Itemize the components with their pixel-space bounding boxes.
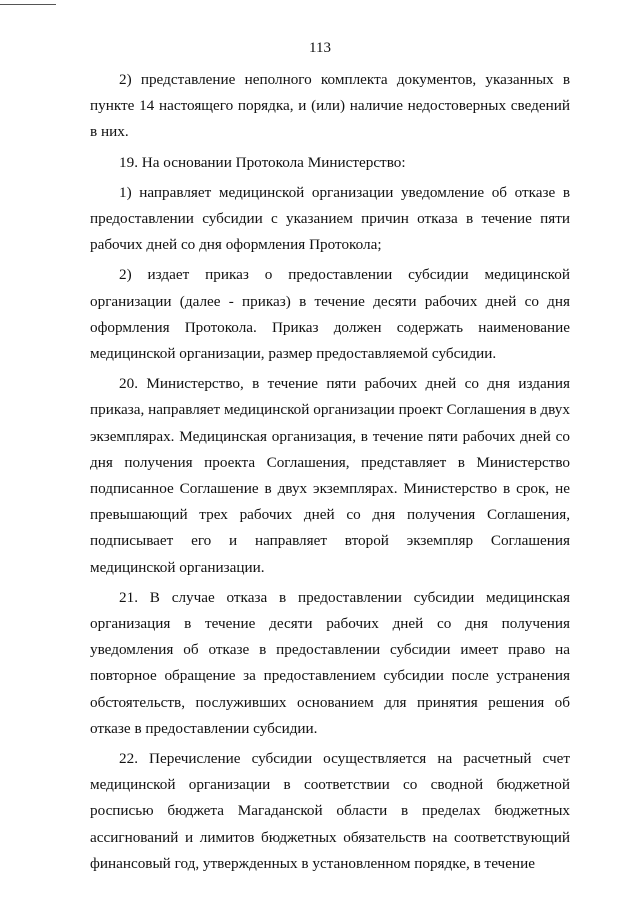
scan-corner-mark — [0, 4, 56, 5]
paragraph-20-agreement: 20. Министерство, в течение пяти рабочих дней со дня издания приказа, направляет медицинской организации проект Соглашения в двух экземплярах. Медицинская организация, в течение пяти рабочих дней со дня получения проекта Соглашения, представляет в Министерство подписанное Соглашение в двух экземплярах. Министерство в срок, не превышающий трех рабочих дней со дня получения Соглашения, подписывает его и направляет второй экземпляр Соглашения медицинской организации. — [90, 375, 570, 576]
paragraph-item-2-incomplete-docs: 2) представление неполного комплекта документов, указанных в пункте 14 настоящего порядка, и (или) наличие недостоверных сведений в них. — [90, 71, 570, 141]
paragraph-22-transfer: 22. Перечисление субсидии осуществляется на расчетный счет медицинской организации в соответствии со сводной бюджетной росписью бюджета Магаданской области в пределах бюджетных ассигнований и лимитов бюджетных обязательств на соответствующий финансовый год, утвержденных в установленном порядке, в течение — [90, 750, 570, 872]
paragraph-19-intro: 19. На основании Протокола Министерство: — [119, 153, 406, 171]
paragraph-19-item-1-notice: 1) направляет медицинской организации уведомление об отказе в предоставлении субсидии с указанием причин отказа в течение пяти рабочих дней со дня оформления Протокола; — [90, 183, 570, 254]
paragraph-19-item-2-order: 2) издает приказ о предоставлении субсидии медицинской организации (далее - приказ) в течение десяти рабочих дней со дня оформления Протокола. Приказ должен содержать наименование медицинской организации, размер предоставляемой субсидии. — [90, 266, 570, 363]
page-number: 113 — [309, 40, 331, 56]
paragraph-21-refusal: 21. В случае отказа в предоставлении субсидии медицинская организация в течение десяти рабочих дней со дня получения уведомления об отказе в предоставлении субсидии имеет право на повторное обращение за предоставлением субсидии после устранения обстоятельств, послуживших основанием для принятия решения об отказе в предоставлении субсидии. — [90, 588, 570, 737]
document-body — [90, 67, 570, 881]
